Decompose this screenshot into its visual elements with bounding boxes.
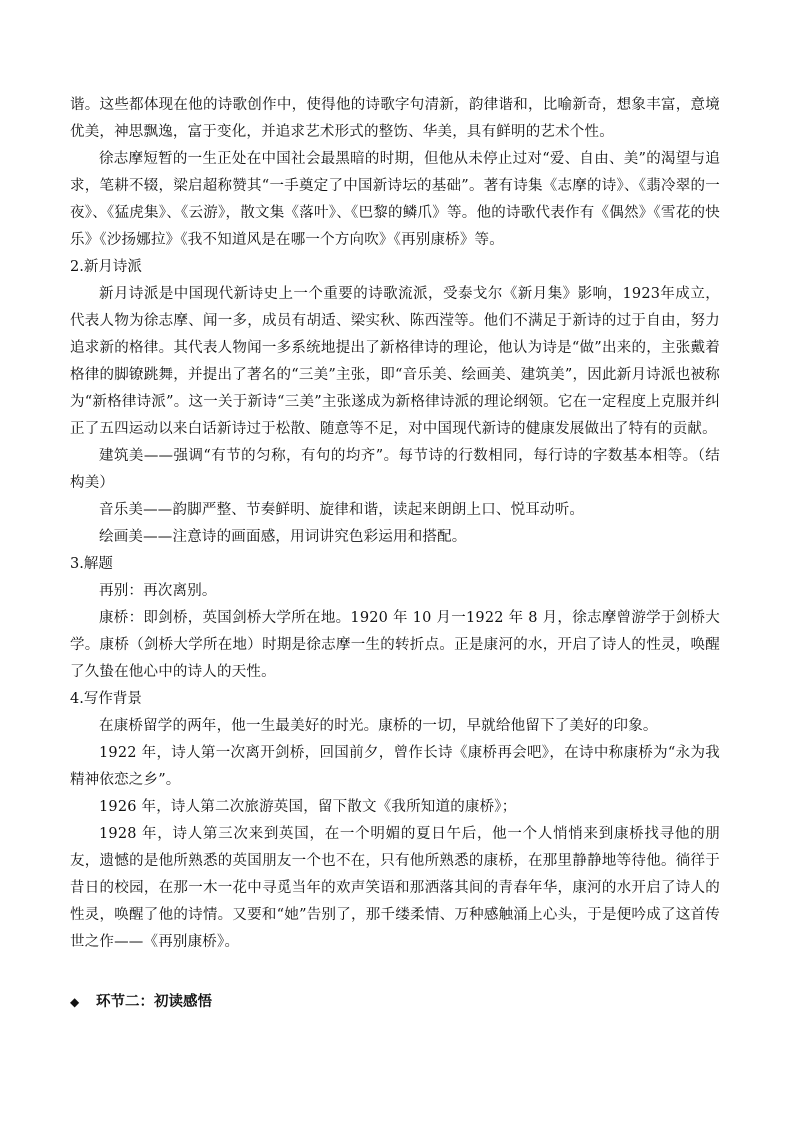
paragraph-crescent-school: 新月诗派是中国现代新诗史上一个重要的诗歌流派，受泰戈尔《新月集》影响，1923年成立，代表人物为徐志摩、闻一多，成员有胡适、梁实秋、陈西滢等。他们不满足于新诗的过于自由，努力追求新的格律。其代表人物闻一多系统地提出了新格律诗的理论，他认为诗是“做”出来的，主张戴着格律的脚镣跳舞，并提出了著名的“三美”主张，即“音乐美、绘画美、建筑美”，因此新月诗派也被称为“新格律诗派”。这一关于新诗“三美”主张遂成为新格律诗派的理论纲领。它在一定程度上克服并纠正了五四运动以来白话新诗过于松散、随意等不足，对中国现代新诗的健康发展做出了特有的贡献。 bbox=[70, 286, 720, 437]
paragraph-1922: 1922 年，诗人第一次离开剑桥，回国前夕，曾作长诗《康桥再会吧》，在诗中称康桥为“永为我精神依恋之乡”。 bbox=[70, 745, 720, 788]
diamond-bullet-icon: ◆ bbox=[70, 995, 80, 1009]
paragraph-xu-zhimo-life: 徐志摩短暂的一生正处在中国社会最黑暗的时期，但他从未停止过对“爱、自由、美”的渴望与追求，笔耕不辍，梁启超称赞其“一手奠定了中国新诗坛的基础”。著有诗集《志摩的诗》、《翡冷翠的一夜》、《猛虎集》、《云游》，散文集《落叶》、《巴黎的鳞爪》等。他的诗歌代表作有《偶然》《雪花的快乐》《沙扬娜拉》《我不知道风是在哪一个方向吹》《再别康桥》等。 bbox=[70, 151, 720, 248]
section-title: 环节二：初读感悟 bbox=[96, 993, 212, 1010]
paragraph-1926: 1926 年，诗人第二次旅游英国，留下散文《我所知道的康桥》； bbox=[99, 799, 517, 815]
paragraph-1928: 1928 年，诗人第三次来到英国，在一个明媚的夏日午后，他一个人悄悄来到康桥找寻他的朋友，遗憾的是他所熟悉的英国朋友一个也不在，只有他所熟悉的康桥，在那里静静地等待他。徜徉于昔日的校园，在那一木一花中寻觅当年的欢声笑语和那洒落其间的青春年华，康河的水开启了诗人的性灵，唤醒了他的诗情。又要和“她”告别了，那千缕柔情、万种感触涌上心头，于是便吟成了这首传世之作——《再别康桥》。 bbox=[70, 826, 720, 950]
heading-crescent-school: 2.新月诗派 bbox=[70, 259, 142, 275]
paragraph-kangqiao: 康桥：即剑桥，英国剑桥大学所在地。1920 年 10 月一1922 年 8 月，徐志摩曾游学于剑桥大学。康桥（剑桥大学所在地）时期是徐志摩一生的转折点。正是康河的水，开启了诗人的性灵，唤醒了久蛰在他心中的诗人的天性。 bbox=[70, 610, 720, 680]
paragraph-music-beauty: 音乐美——韵脚严整、节奏鲜明、旋律和谐，读起来朗朗上口、悦耳动听。 bbox=[99, 502, 585, 518]
paragraph-zaibie: 再别：再次离别。 bbox=[99, 583, 217, 599]
document-body bbox=[70, 92, 720, 956]
heading-title-explanation: 3.解题 bbox=[70, 556, 113, 572]
paragraph-architecture-beauty: 建筑美——强调“有节的匀称，有句的均齐”。每节诗的行数相同，每行诗的字数基本相等。（结构美） bbox=[70, 448, 720, 491]
paragraph-poetry-style: 谐。这些都体现在他的诗歌创作中，使得他的诗歌字句清新，韵律谐和，比喻新奇，想象丰富，意境优美，神思飘逸，富于变化，并追求艺术形式的整饬、华美，具有鲜明的艺术个性。 bbox=[70, 97, 720, 140]
heading-background: 4.写作背景 bbox=[70, 691, 142, 707]
paragraph-painting-beauty: 绘画美——注意诗的画面感，用词讲究色彩运用和搭配。 bbox=[99, 529, 467, 545]
paragraph-study-years: 在康桥留学的两年，他一生最美好的时光。康桥的一切，早就给他留下了美好的印象。 bbox=[99, 718, 658, 734]
section-heading-first-reading bbox=[70, 988, 720, 1016]
